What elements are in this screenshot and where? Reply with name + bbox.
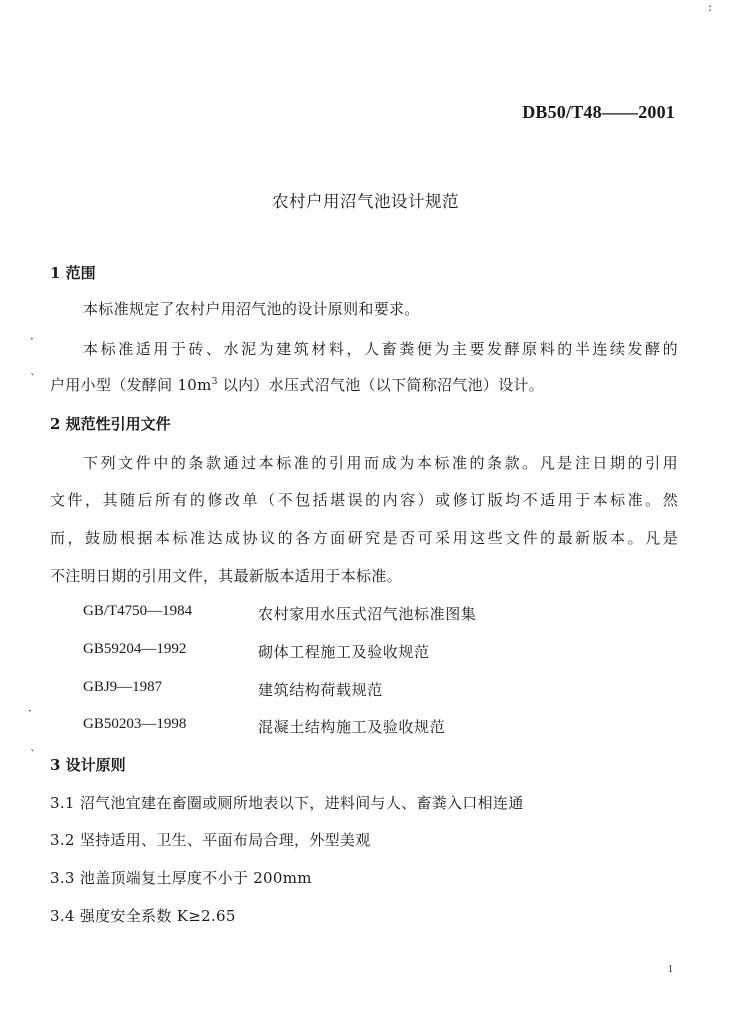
section-2-heading: 2 规范性引用文件 (50, 415, 171, 433)
references-line-2: 文件，其随后所有的修改单（不包括堪误的内容）或修订版均不适用于本标准。然 (50, 491, 678, 509)
scan-speck: · (30, 332, 34, 346)
reference-title: 砌体工程施工及验收规范 (258, 643, 430, 661)
standard-code: DB50/T48——2001 (522, 102, 675, 122)
section-3-heading: 3 设计原则 (50, 756, 126, 774)
scan-speck: ` (30, 748, 36, 762)
references-line-4: 不注明日期的引用文件，其最新版本适用于本标准。 (50, 567, 402, 585)
scan-speck: : (708, 0, 713, 14)
reference-code: GB50203—1998 (83, 716, 187, 732)
scope-paragraph-1: 本标准规定了农村户用沼气池的设计原则和要求。 (83, 300, 420, 318)
principle-item: 3.1 沼气池宜建在畜圈或厕所地表以下，进料间与人、畜粪入口相连通 (50, 794, 524, 812)
reference-code: GBJ9—1987 (83, 679, 163, 695)
references-line-3: 而，鼓励根据本标准达成协议的各方面研究是否可采用这些文件的最新版本。凡是 (50, 529, 678, 547)
principle-item: 3.2 坚持适用、卫生、平面布局合理，外型美观 (50, 831, 371, 849)
document-title: 农村户用沼气池设计规范 (272, 192, 459, 211)
reference-code: GB/T4750—1984 (83, 603, 193, 619)
reference-title: 建筑结构荷载规范 (258, 681, 383, 699)
scope-paragraph-2-line-2: 户用小型（发酵间 $10m^3$ 以内）水压式沼气池（以下简称沼气池）设计。 (50, 376, 545, 394)
principle-item: 3.4 强度安全系数 K≥2.65 (50, 907, 236, 925)
superscript-3: 3 (211, 377, 218, 387)
reference-title: 农村家用水压式沼气池标准图集 (258, 605, 477, 623)
reference-code: GB59204—1992 (83, 641, 187, 657)
scope-paragraph-2-line-1: 本标准适用于砖、水泥为建筑材料，人畜粪便为主要发酵原料的半连续发酵的 (83, 340, 678, 358)
scan-speck: ` (30, 372, 36, 386)
page-number: 1 (668, 964, 673, 975)
section-1-heading: 1 范围 (50, 264, 96, 282)
principle-item: 3.3 池盖顶端复土厚度不小于 200mm (50, 869, 312, 887)
scan-speck: · (28, 704, 32, 718)
references-line-1: 下列文件中的条款通过本标准的引用而成为本标准的条款。凡是注日期的引用 (83, 454, 678, 472)
reference-title: 混凝土结构施工及验收规范 (258, 718, 446, 736)
